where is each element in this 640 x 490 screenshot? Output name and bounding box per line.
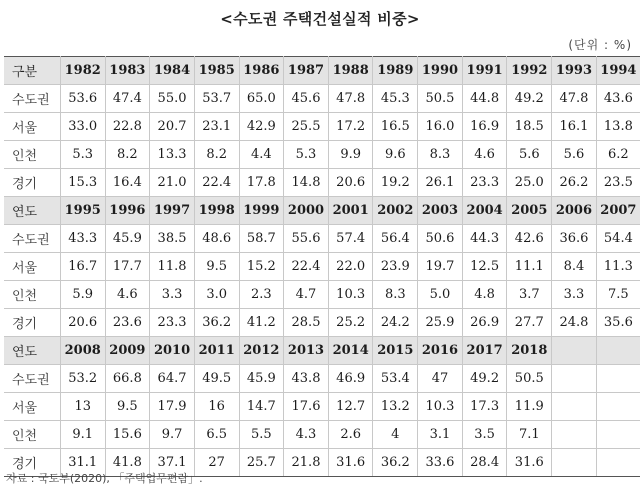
value-cell: 4.3: [284, 421, 329, 449]
value-cell: 25.7: [239, 449, 284, 477]
value-cell: 6.2: [596, 141, 640, 169]
year-cell: 1987: [284, 57, 329, 85]
value-cell: 25.5: [284, 113, 329, 141]
value-cell: 47.4: [105, 85, 150, 113]
value-cell: 13: [60, 393, 105, 421]
table-row: [4, 421, 640, 449]
value-cell: 23.1: [194, 113, 239, 141]
year-cell: 1992: [507, 57, 552, 85]
value-cell: 43.8: [284, 365, 329, 393]
region-label: 수도권: [4, 225, 60, 253]
value-cell: 11.1: [507, 253, 552, 281]
value-cell: 23.3: [150, 309, 195, 337]
year-cell: 2015: [373, 337, 418, 365]
value-cell: 10.3: [418, 393, 463, 421]
value-cell: 17.2: [328, 113, 373, 141]
year-header-row: [4, 197, 640, 225]
value-cell: 20.6: [60, 309, 105, 337]
value-cell: 24.2: [373, 309, 418, 337]
year-cell: 1999: [239, 197, 284, 225]
value-cell: 41.8: [105, 449, 150, 477]
value-cell: 55.6: [284, 225, 329, 253]
value-cell: 15.3: [60, 169, 105, 197]
year-cell: 2003: [418, 197, 463, 225]
value-cell: 26.1: [418, 169, 463, 197]
value-cell: 22.8: [105, 113, 150, 141]
year-header-row: [4, 57, 640, 85]
value-cell: 15.2: [239, 253, 284, 281]
table-row: [4, 393, 640, 421]
year-cell: 1982: [60, 57, 105, 85]
value-cell: 17.9: [150, 393, 195, 421]
year-cell: 1991: [462, 57, 507, 85]
value-cell: 4.8: [462, 281, 507, 309]
region-label: 경기: [4, 449, 60, 477]
year-cell: 2014: [328, 337, 373, 365]
table-row: [4, 85, 640, 113]
table-row: [4, 281, 640, 309]
value-cell: 33.0: [60, 113, 105, 141]
year-cell: 1984: [150, 57, 195, 85]
value-cell: 26.2: [552, 169, 597, 197]
value-cell: 56.4: [373, 225, 418, 253]
year-cell: 1996: [105, 197, 150, 225]
region-label: 서울: [4, 253, 60, 281]
year-cell: 2005: [507, 197, 552, 225]
value-cell: 8.3: [373, 281, 418, 309]
year-cell: 1997: [150, 197, 195, 225]
value-cell: [552, 365, 597, 393]
value-cell: 38.5: [150, 225, 195, 253]
value-cell: 11.3: [596, 253, 640, 281]
year-cell: 2001: [328, 197, 373, 225]
value-cell: 25.0: [507, 169, 552, 197]
year-cell: [552, 337, 597, 365]
value-cell: 12.7: [328, 393, 373, 421]
value-cell: 3.3: [150, 281, 195, 309]
region-label: 경기: [4, 169, 60, 197]
region-label: 인천: [4, 141, 60, 169]
year-cell: 1990: [418, 57, 463, 85]
value-cell: [596, 421, 640, 449]
housing-construction-share-table: [4, 56, 640, 477]
value-cell: 50.5: [507, 365, 552, 393]
value-cell: 49.2: [507, 85, 552, 113]
value-cell: 45.3: [373, 85, 418, 113]
value-cell: 49.5: [194, 365, 239, 393]
value-cell: 3.1: [418, 421, 463, 449]
value-cell: 53.2: [60, 365, 105, 393]
region-label: 인천: [4, 281, 60, 309]
value-cell: 3.0: [194, 281, 239, 309]
source-note: 자료 : 국토부(2020), 「주택업무편람」.: [6, 472, 203, 485]
row-header-label: 구분: [4, 57, 60, 85]
value-cell: [596, 393, 640, 421]
value-cell: 5.3: [60, 141, 105, 169]
value-cell: 47: [418, 365, 463, 393]
value-cell: 13.2: [373, 393, 418, 421]
value-cell: [596, 449, 640, 477]
year-cell: 2012: [239, 337, 284, 365]
value-cell: 8.2: [194, 141, 239, 169]
table-row: [4, 225, 640, 253]
value-cell: 17.6: [284, 393, 329, 421]
value-cell: 8.3: [418, 141, 463, 169]
value-cell: 14.8: [284, 169, 329, 197]
value-cell: 31.6: [328, 449, 373, 477]
value-cell: 26.9: [462, 309, 507, 337]
value-cell: 14.7: [239, 393, 284, 421]
value-cell: 50.6: [418, 225, 463, 253]
year-cell: 1994: [596, 57, 640, 85]
value-cell: 9.5: [105, 393, 150, 421]
value-cell: 13.3: [150, 141, 195, 169]
value-cell: 28.5: [284, 309, 329, 337]
value-cell: 9.7: [150, 421, 195, 449]
value-cell: 45.9: [239, 365, 284, 393]
value-cell: 6.5: [194, 421, 239, 449]
year-cell: 1995: [60, 197, 105, 225]
value-cell: 66.8: [105, 365, 150, 393]
value-cell: 5.5: [239, 421, 284, 449]
value-cell: 36.2: [194, 309, 239, 337]
year-cell: 1986: [239, 57, 284, 85]
value-cell: 25.9: [418, 309, 463, 337]
value-cell: 23.6: [105, 309, 150, 337]
year-cell: 2002: [373, 197, 418, 225]
value-cell: 65.0: [239, 85, 284, 113]
value-cell: 21.8: [284, 449, 329, 477]
table-row: [4, 253, 640, 281]
value-cell: 53.4: [373, 365, 418, 393]
value-cell: 16.1: [552, 113, 597, 141]
year-cell: 1983: [105, 57, 150, 85]
year-cell: 2008: [60, 337, 105, 365]
value-cell: 46.9: [328, 365, 373, 393]
value-cell: 16.7: [60, 253, 105, 281]
year-cell: 1998: [194, 197, 239, 225]
value-cell: 23.5: [596, 169, 640, 197]
value-cell: 20.6: [328, 169, 373, 197]
value-cell: 41.2: [239, 309, 284, 337]
value-cell: 4.4: [239, 141, 284, 169]
year-cell: 2010: [150, 337, 195, 365]
value-cell: 4.6: [105, 281, 150, 309]
value-cell: 16.5: [373, 113, 418, 141]
value-cell: 9.6: [373, 141, 418, 169]
value-cell: 58.7: [239, 225, 284, 253]
year-cell: 1988: [328, 57, 373, 85]
value-cell: 53.6: [60, 85, 105, 113]
value-cell: 12.5: [462, 253, 507, 281]
value-cell: 3.7: [507, 281, 552, 309]
table-row: [4, 141, 640, 169]
value-cell: 5.3: [284, 141, 329, 169]
value-cell: 10.3: [328, 281, 373, 309]
value-cell: 16.0: [418, 113, 463, 141]
region-label: 서울: [4, 393, 60, 421]
unit-note: (단위 : %): [568, 38, 632, 52]
value-cell: [596, 365, 640, 393]
value-cell: 3.5: [462, 421, 507, 449]
region-label: 서울: [4, 113, 60, 141]
year-cell: 2017: [462, 337, 507, 365]
year-cell: 2009: [105, 337, 150, 365]
value-cell: 42.9: [239, 113, 284, 141]
value-cell: 53.7: [194, 85, 239, 113]
table-row: [4, 309, 640, 337]
year-cell: [596, 337, 640, 365]
value-cell: 19.2: [373, 169, 418, 197]
year-cell: 1985: [194, 57, 239, 85]
value-cell: 45.9: [105, 225, 150, 253]
year-cell: 2016: [418, 337, 463, 365]
value-cell: 2.6: [328, 421, 373, 449]
value-cell: 5.6: [552, 141, 597, 169]
value-cell: 7.1: [507, 421, 552, 449]
value-cell: 27: [194, 449, 239, 477]
year-cell: 2011: [194, 337, 239, 365]
value-cell: 50.5: [418, 85, 463, 113]
value-cell: 23.3: [462, 169, 507, 197]
value-cell: 23.9: [373, 253, 418, 281]
value-cell: 17.3: [462, 393, 507, 421]
value-cell: 31.1: [60, 449, 105, 477]
value-cell: 28.4: [462, 449, 507, 477]
value-cell: 47.8: [552, 85, 597, 113]
value-cell: 16.9: [462, 113, 507, 141]
value-cell: 8.2: [105, 141, 150, 169]
table-row: [4, 169, 640, 197]
value-cell: 27.7: [507, 309, 552, 337]
value-cell: 36.6: [552, 225, 597, 253]
year-cell: 1993: [552, 57, 597, 85]
region-label: 경기: [4, 309, 60, 337]
year-cell: 1989: [373, 57, 418, 85]
year-cell: 2013: [284, 337, 329, 365]
value-cell: 44.8: [462, 85, 507, 113]
value-cell: 22.4: [194, 169, 239, 197]
value-cell: 33.6: [418, 449, 463, 477]
value-cell: 47.8: [328, 85, 373, 113]
value-cell: 16: [194, 393, 239, 421]
row-header-label: 연도: [4, 337, 60, 365]
value-cell: 45.6: [284, 85, 329, 113]
value-cell: 4.7: [284, 281, 329, 309]
value-cell: 48.6: [194, 225, 239, 253]
year-cell: 2006: [552, 197, 597, 225]
value-cell: 43.3: [60, 225, 105, 253]
value-cell: 15.6: [105, 421, 150, 449]
value-cell: 9.9: [328, 141, 373, 169]
value-cell: 9.1: [60, 421, 105, 449]
value-cell: 35.6: [596, 309, 640, 337]
value-cell: 9.5: [194, 253, 239, 281]
year-cell: 2004: [462, 197, 507, 225]
value-cell: 5.0: [418, 281, 463, 309]
row-header-label: 연도: [4, 197, 60, 225]
value-cell: 13.8: [596, 113, 640, 141]
value-cell: 17.7: [105, 253, 150, 281]
value-cell: 5.6: [507, 141, 552, 169]
value-cell: 64.7: [150, 365, 195, 393]
value-cell: 4: [373, 421, 418, 449]
value-cell: [552, 421, 597, 449]
value-cell: 3.3: [552, 281, 597, 309]
value-cell: [552, 449, 597, 477]
value-cell: 37.1: [150, 449, 195, 477]
value-cell: 57.4: [328, 225, 373, 253]
table-row: [4, 365, 640, 393]
value-cell: 44.3: [462, 225, 507, 253]
table-row: [4, 113, 640, 141]
region-label: 수도권: [4, 85, 60, 113]
value-cell: 24.8: [552, 309, 597, 337]
value-cell: 5.9: [60, 281, 105, 309]
value-cell: 22.4: [284, 253, 329, 281]
value-cell: 25.2: [328, 309, 373, 337]
value-cell: 17.8: [239, 169, 284, 197]
value-cell: [552, 393, 597, 421]
year-cell: 2018: [507, 337, 552, 365]
region-label: 인천: [4, 421, 60, 449]
value-cell: 8.4: [552, 253, 597, 281]
value-cell: 2.3: [239, 281, 284, 309]
value-cell: 31.6: [507, 449, 552, 477]
year-cell: 2000: [284, 197, 329, 225]
value-cell: 49.2: [462, 365, 507, 393]
value-cell: 20.7: [150, 113, 195, 141]
value-cell: 11.8: [150, 253, 195, 281]
value-cell: 54.4: [596, 225, 640, 253]
year-cell: 2007: [596, 197, 640, 225]
value-cell: 16.4: [105, 169, 150, 197]
value-cell: 7.5: [596, 281, 640, 309]
value-cell: 22.0: [328, 253, 373, 281]
value-cell: 19.7: [418, 253, 463, 281]
region-label: 수도권: [4, 365, 60, 393]
value-cell: 36.2: [373, 449, 418, 477]
value-cell: 18.5: [507, 113, 552, 141]
value-cell: 4.6: [462, 141, 507, 169]
value-cell: 55.0: [150, 85, 195, 113]
value-cell: 21.0: [150, 169, 195, 197]
value-cell: 11.9: [507, 393, 552, 421]
value-cell: 42.6: [507, 225, 552, 253]
value-cell: 43.6: [596, 85, 640, 113]
year-header-row: [4, 337, 640, 365]
page-title: <수도권 주택건설실적 비중>: [220, 10, 420, 28]
